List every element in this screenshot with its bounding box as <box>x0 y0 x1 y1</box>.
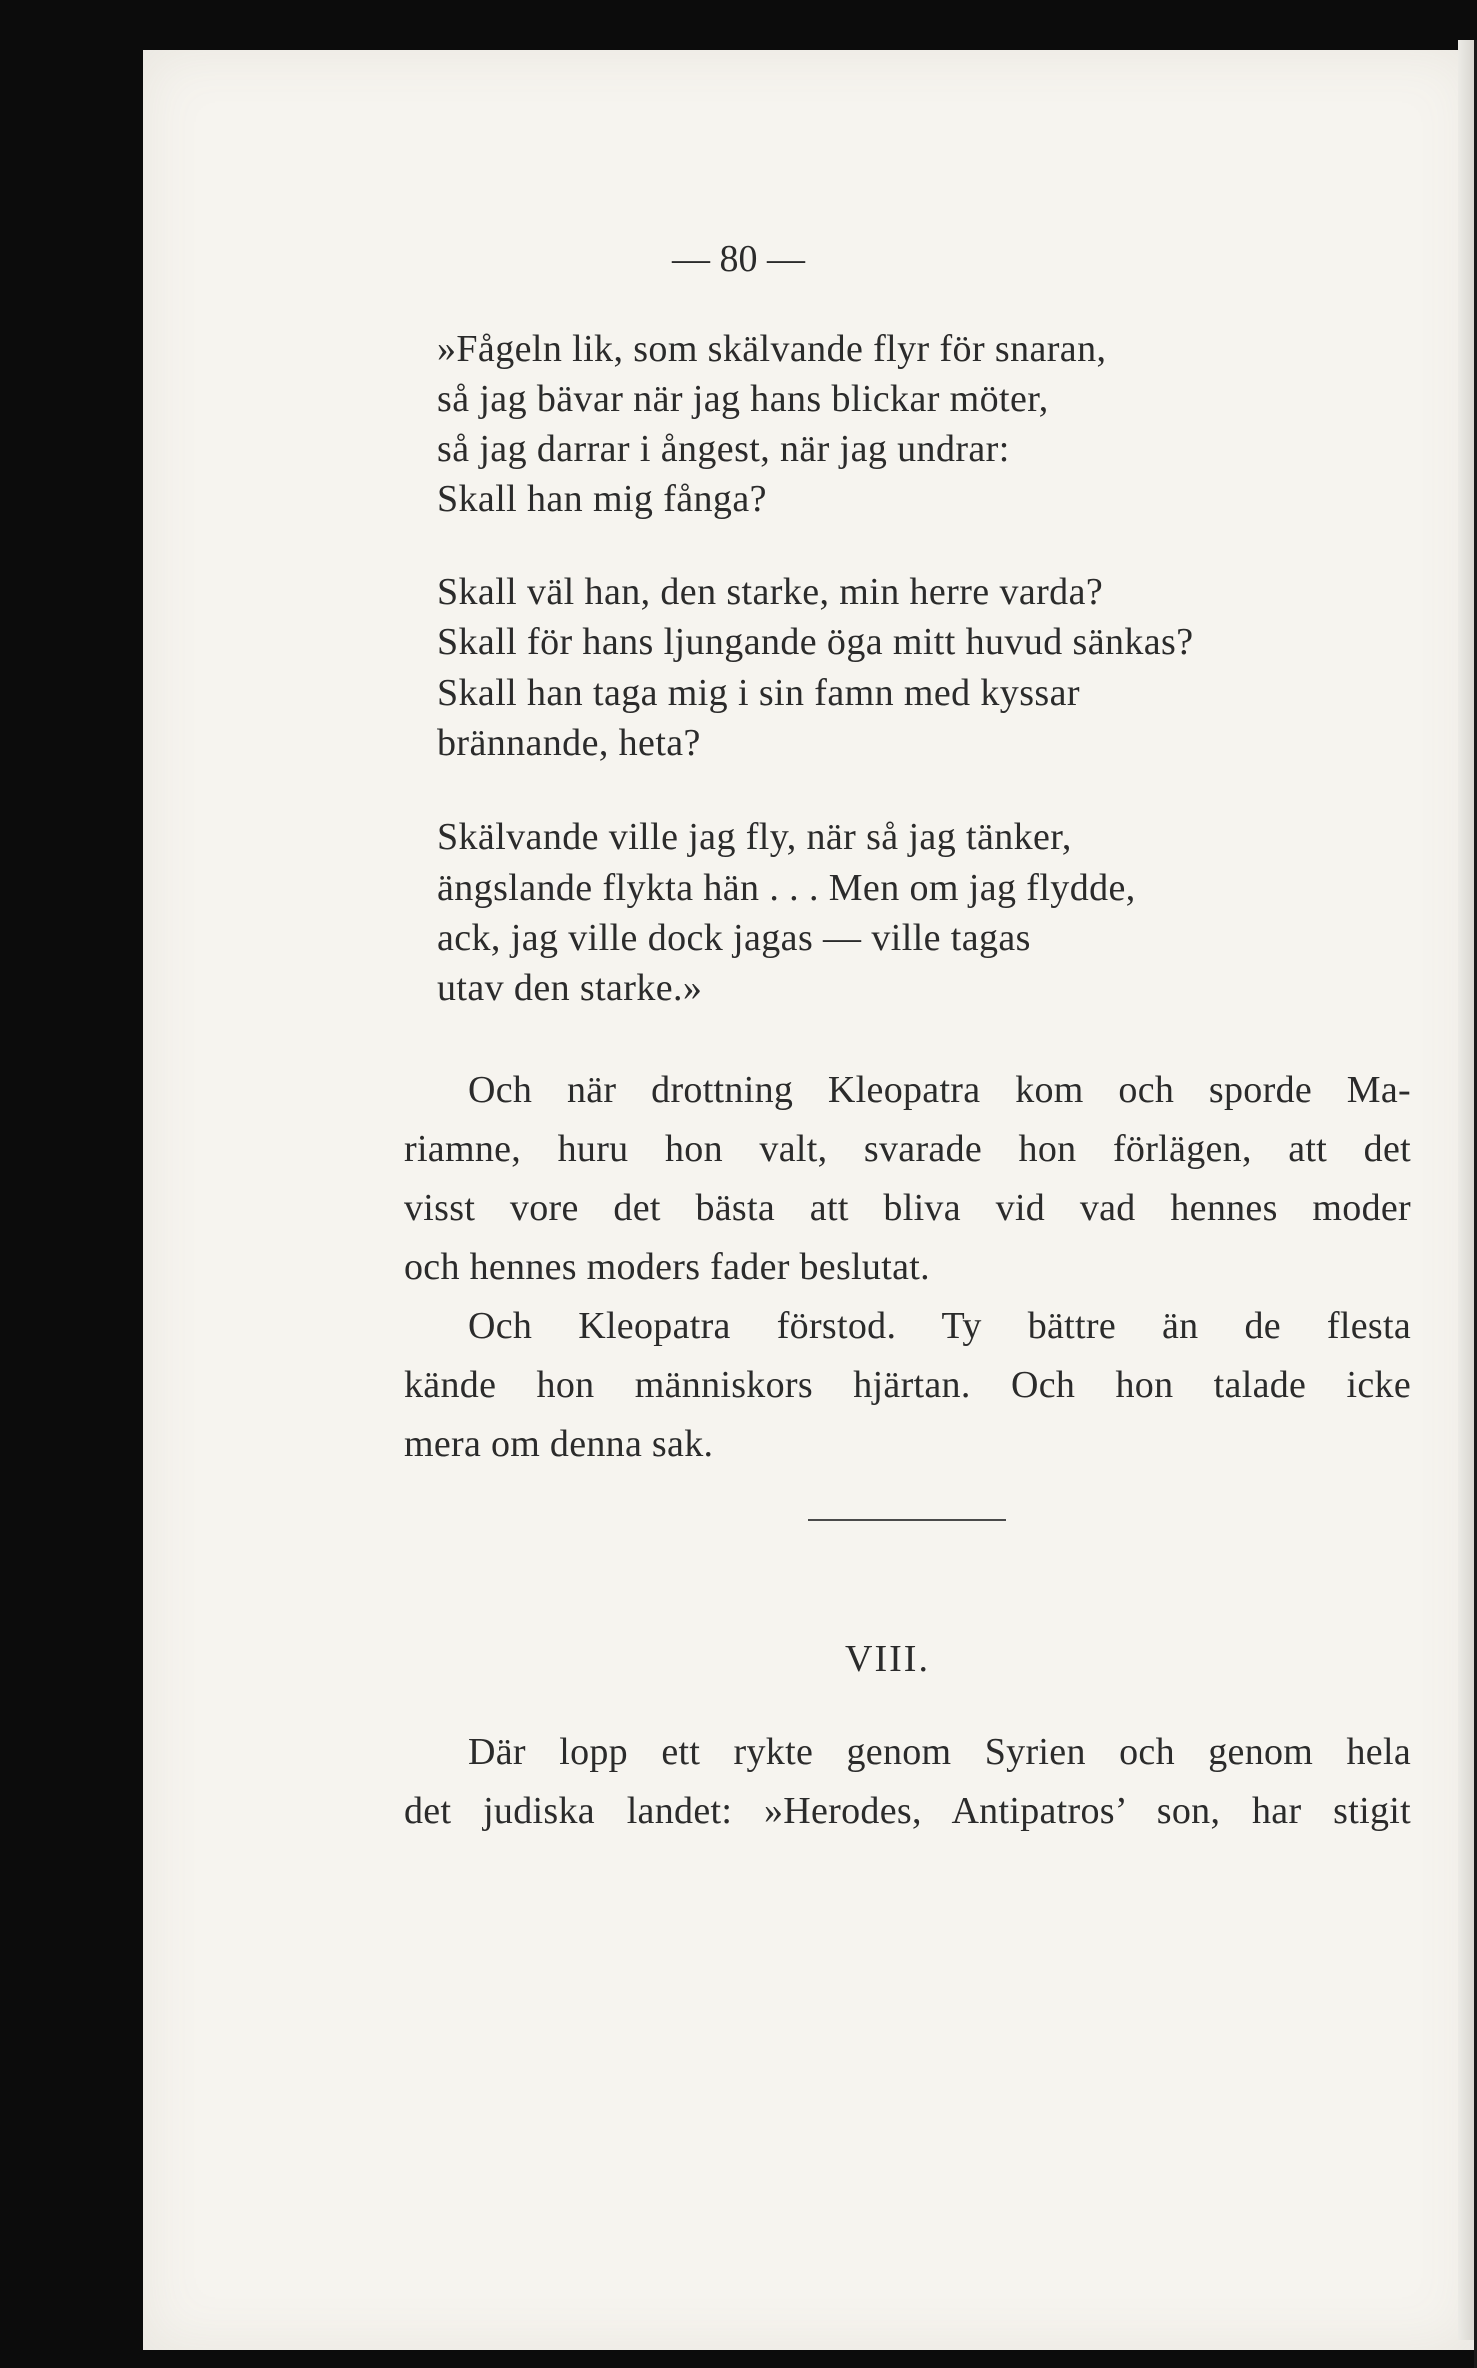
prose-line: och hennes moders fader beslutat. <box>404 1246 930 1288</box>
prose-line: Och när drottning Kleopatra kom och sporde Ma- <box>468 1069 1411 1111</box>
poem-line: ack, jag ville dock jagas — ville tagas <box>437 917 1031 959</box>
prose-line: visst vore det bästa att bliva vid vad hennes moder <box>404 1187 1411 1229</box>
poem-line: ängslande flykta hän . . . Men om jag flydde, <box>437 867 1136 909</box>
prose-line: riamne, huru hon valt, svarade hon förlägen, att det <box>404 1128 1411 1170</box>
prose-line: mera om denna sak. <box>404 1423 714 1465</box>
page-number: — 80 — <box>672 238 805 280</box>
section-divider <box>808 1519 1006 1521</box>
poem-line: brännande, heta? <box>437 722 701 764</box>
poem-line: Skall väl han, den starke, min herre varda? <box>437 571 1104 613</box>
prose-line: kände hon människors hjärtan. Och hon talade icke <box>404 1364 1411 1406</box>
section-heading: VIII. <box>845 1638 930 1680</box>
prose-line: Där lopp ett rykte genom Syrien och genom hela <box>468 1731 1411 1773</box>
poem-line: Skall han mig fånga? <box>437 478 767 520</box>
poem-line: utav den starke.» <box>437 967 703 1009</box>
poem-line: Skall han taga mig i sin famn med kyssar <box>437 672 1080 714</box>
prose-line: det judiska landet: »Herodes, Antipatros’ son, har stigit <box>404 1790 1411 1832</box>
poem-line: Skälvande ville jag fly, när så jag tänker, <box>437 816 1072 858</box>
poem-line: så jag darrar i ångest, när jag undrar: <box>437 428 1010 470</box>
poem-line: »Fågeln lik, som skälvande flyr för snaran, <box>437 328 1107 370</box>
prose-line: Och Kleopatra förstod. Ty bättre än de flesta <box>468 1305 1411 1347</box>
page-edge-shadow <box>1458 40 1474 2340</box>
poem-line: Skall för hans ljungande öga mitt huvud sänkas? <box>437 621 1194 663</box>
poem-line: så jag bävar när jag hans blickar möter, <box>437 378 1049 420</box>
